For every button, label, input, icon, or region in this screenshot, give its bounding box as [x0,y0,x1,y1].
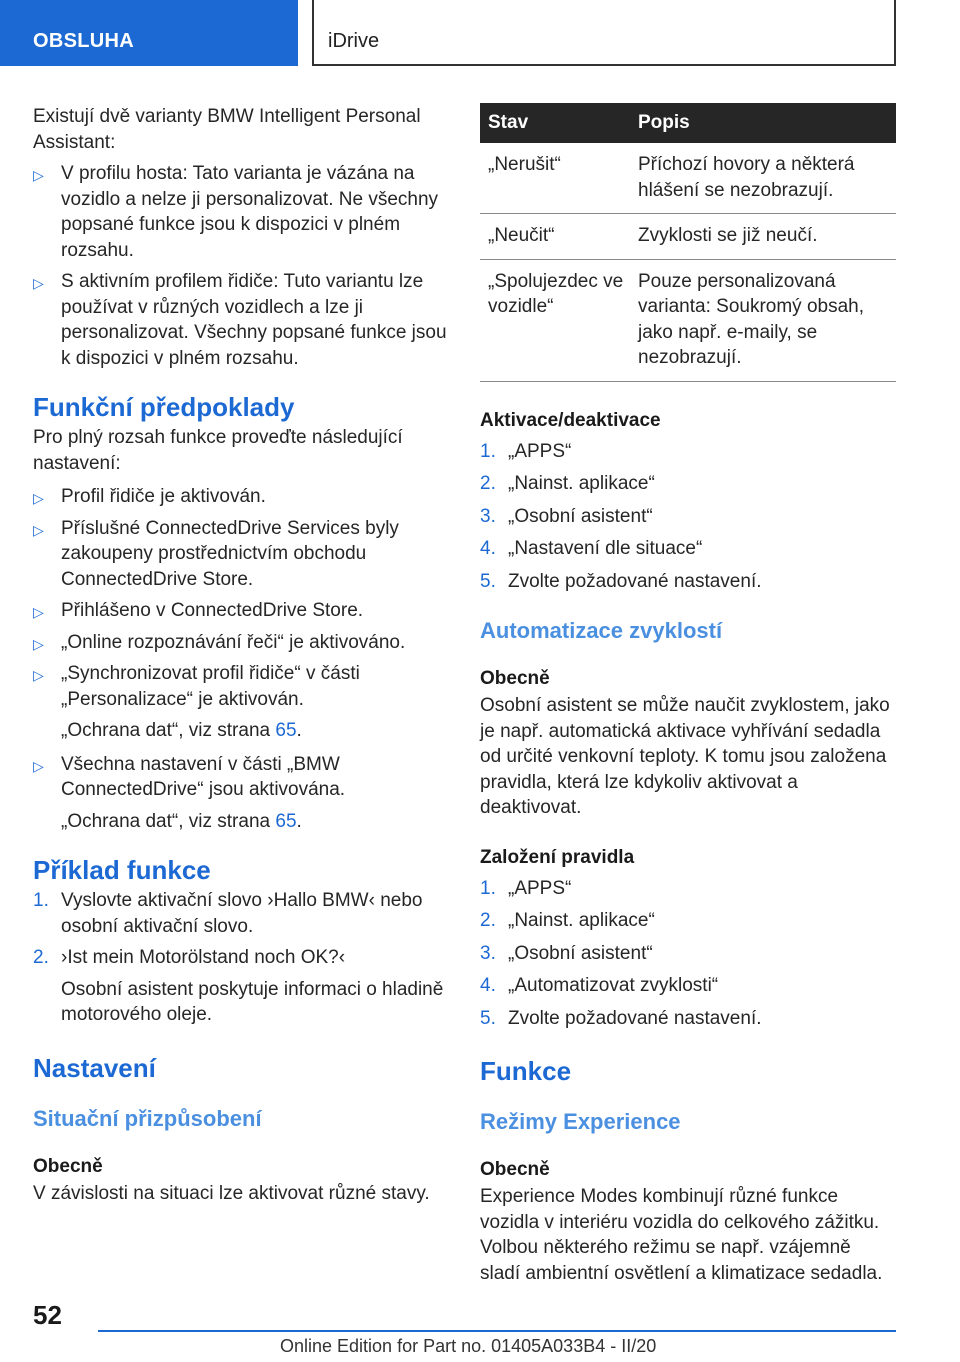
table-row: „Spolujezdec ve vozidle“ Pouze personalizovaná varianta: Soukromý obsah, jako např. e-maily, se nezobrazují. [480,259,896,381]
rule-steps [480,876,896,1032]
list-item: 2. „Nainst. aplikace“ [480,473,655,494]
list-item: ▷ V profilu hosta: Tato varianta je vázána na vozidlo a nelze ji personalizovat. Ne všechny popsané funkce jsou k dispozici v plném rozsahu. [33,163,439,261]
experience-text: Experience Modes kombinují různé funkce vozidla v interiéru vozidla do celkového zážitku. Volbou některého režimu se např. vzájemně sladí ambientní osvětlení a klimatizace sedadla. [480,1186,883,1284]
cross-reference: „Ochrana dat“, viz strana 65. [61,810,302,832]
list-item: 1. „APPS“ [480,877,572,899]
page-number: 52 [33,1300,62,1330]
triangle-bullet-icon: ▷ [33,275,44,291]
list-item: ▷ Všechna nastavení v části „BMW ConnectedDrive“ jsou aktivována. [33,753,346,800]
list-item: ▷ Profil řidiče je aktivován. [33,484,451,510]
footer-divider [98,1330,896,1332]
example-steps [33,888,451,971]
list-item: 3. „Osobní asistent“ [480,942,653,964]
right-column [480,103,896,1286]
heading-example: Příklad funkce [33,855,211,885]
list-item: 5. Zvolte požadované nastavení. [480,1007,762,1029]
heading-general: Obecně [33,1155,103,1177]
heading-functions: Funkce [480,1056,572,1086]
heading-general: Obecně [480,1159,550,1180]
list-item: 2. „Nainst. aplikace“ [480,910,655,931]
activation-steps [480,439,896,595]
intro-text: Existují dvě varianty BMW Intelligent Personal Assistant: [33,106,421,153]
heading-habits: Automatizace zvyklostí [480,618,723,643]
list-item: 1. „APPS“ [480,440,572,462]
chapter-label: iDrive [312,0,896,66]
list-item: 1. Vyslovte aktivační slovo ›Hallo BMW‹ nebo osobní aktivační slovo. [33,890,423,937]
heading-rule: Založení pravidla [480,846,635,868]
variant-list [33,161,451,371]
page-link[interactable]: 65 [275,810,297,832]
table-header-row [480,103,896,143]
table-row: „Nerušit“ Příchozí hovory a některá hlášení se nezobrazují. [480,143,896,214]
triangle-bullet-icon: ▷ [33,757,44,774]
state-table [480,103,896,382]
heading-settings: Nastavení [33,1052,156,1083]
section-label: OBSLUHA [0,0,298,66]
page-link[interactable]: 65 [275,720,297,741]
situational-text: V závislosti na situaci lze aktivovat různé stavy. [33,1182,430,1204]
list-item: ▷ „Synchronizovat profil řidiče“ v části „Personalizace“ je aktivován. [33,663,360,710]
list-item: 4. „Nastavení dle situace“ [480,538,703,559]
list-item: 2. ›Ist mein Motorölstand noch OK?‹ [33,947,346,968]
heading-general: Obecně [480,668,550,689]
prereq-list-continued [33,752,451,803]
column-header-description: Popis [630,103,896,143]
list-item: 3. „Osobní asistent“ [480,505,653,527]
prereq-intro: Pro plný rozsah funkce proveďte následující nastavení: [33,427,403,474]
example-result: Osobní asistent poskytuje informaci o hladině motorového oleje. [61,978,444,1025]
list-item: ▷ Přihlášeno v ConnectedDrive Store. [33,598,451,624]
edition-note: Online Edition for Part no. 01405A033B4 - II/20 [280,1336,657,1356]
prereq-list [33,484,451,712]
heading-experience: Režimy Experience [480,1109,681,1134]
cross-reference: „Ochrana dat“, viz strana 65. [61,720,302,741]
triangle-bullet-icon: ▷ [33,490,44,506]
table-row: „Neučit“ Zvyklosti se již neučí. [480,214,896,260]
list-item: ▷ S aktivním profilem řidiče: Tuto variantu lze používat v různých vozidlech a lze ji personalizovat. Všechny popsané funkce jsou k dispozici v plném rozsahu. [33,271,447,369]
list-item: ▷ „Online rozpoznávání řeči“ je aktivováno. [33,630,451,656]
triangle-bullet-icon: ▷ [33,604,44,620]
page-header [0,0,960,66]
triangle-bullet-icon: ▷ [33,521,44,538]
heading-prerequisites: Funkční předpoklady [33,392,295,422]
list-item: 5. Zvolte požadované nastavení. [480,570,762,592]
column-header-state: Stav [480,103,630,143]
heading-situational: Situační přizpůsobení [33,1105,262,1131]
list-item: 4. „Automatizovat zvyklosti“ [480,975,719,996]
heading-activation: Aktivace/deaktivace [480,409,661,431]
left-column [33,100,451,1206]
triangle-bullet-icon: ▷ [33,667,44,683]
habits-text: Osobní asistent se může naučit zvyklostem, jako je např. automatická aktivace vyhřívání sedadla od určité venkovní teploty. K tomu jsou založena pravidla, která lze kdykoliv aktivovat a deaktivovat. [480,695,890,818]
triangle-bullet-icon: ▷ [33,167,44,183]
triangle-bullet-icon: ▷ [33,635,44,652]
list-item: ▷ Příslušné ConnectedDrive Services byly zakoupeny prostřednictvím obchodu ConnectedDrive Store. [33,517,399,590]
